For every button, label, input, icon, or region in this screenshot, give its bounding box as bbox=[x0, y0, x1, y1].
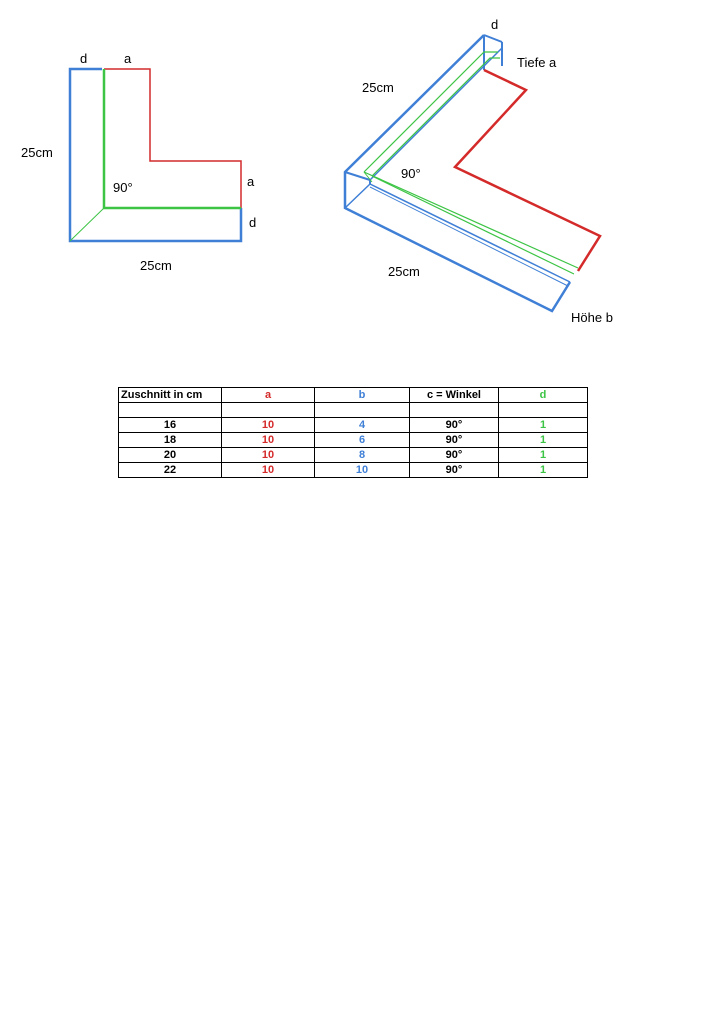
persp-label-depth: Tiefe a bbox=[517, 55, 557, 70]
table-cell: 16 bbox=[119, 418, 222, 433]
table-row bbox=[119, 448, 588, 463]
persp-green-lower-2 bbox=[372, 176, 574, 274]
flat-label-d-top: d bbox=[80, 51, 88, 66]
table-cell: 22 bbox=[119, 463, 222, 478]
table-cell bbox=[315, 403, 410, 418]
table-cell bbox=[499, 403, 588, 418]
flat-l-diagram bbox=[21, 51, 256, 273]
table-cell bbox=[222, 403, 315, 418]
header-a: a bbox=[222, 388, 315, 403]
flat-label-d-right: d bbox=[249, 215, 257, 230]
table-cell: 1 bbox=[499, 418, 588, 433]
header-b: b bbox=[315, 388, 410, 403]
flat-label-angle: 90° bbox=[113, 180, 133, 195]
table-cell: 18 bbox=[119, 433, 222, 448]
table-row bbox=[119, 433, 588, 448]
header-d: d bbox=[499, 388, 588, 403]
flat-label-left-length: 25cm bbox=[21, 145, 53, 160]
table-cell: 10 bbox=[222, 463, 315, 478]
persp-label-d-top: d bbox=[491, 17, 499, 32]
table-cell: 90° bbox=[410, 433, 499, 448]
table-cell: 1 bbox=[499, 463, 588, 478]
table-cell: 10 bbox=[222, 418, 315, 433]
flat-label-a-top: a bbox=[124, 51, 132, 66]
table-cell: 10 bbox=[222, 433, 315, 448]
table-cell: 1 bbox=[499, 433, 588, 448]
table-cell: 4 bbox=[315, 418, 410, 433]
table-row bbox=[119, 463, 588, 478]
table-cell: 90° bbox=[410, 418, 499, 433]
persp-blue-top-edge bbox=[484, 35, 502, 42]
table-cell bbox=[119, 403, 222, 418]
header-winkel: c = Winkel bbox=[410, 388, 499, 403]
persp-label-lower-length: 25cm bbox=[388, 264, 420, 279]
cut-table bbox=[118, 387, 588, 478]
persp-blue-bottom-inner bbox=[345, 184, 370, 208]
table-cell: 20 bbox=[119, 448, 222, 463]
persp-label-angle: 90° bbox=[401, 166, 421, 181]
persp-green-lower bbox=[364, 172, 578, 268]
table-cell: 1 bbox=[499, 448, 588, 463]
header-zuschnitt: Zuschnitt in cm bbox=[119, 388, 222, 403]
flat-blue-outline bbox=[70, 69, 241, 241]
table-cell: 90° bbox=[410, 448, 499, 463]
table-cell: 10 bbox=[315, 463, 410, 478]
table-header-row bbox=[119, 388, 588, 403]
persp-blue-inner-upper bbox=[370, 48, 502, 180]
persp-label-upper-length: 25cm bbox=[362, 80, 394, 95]
table-cell: 10 bbox=[222, 448, 315, 463]
table-cell: 90° bbox=[410, 463, 499, 478]
flat-label-bottom-length: 25cm bbox=[140, 258, 172, 273]
table-row bbox=[119, 403, 588, 418]
persp-label-height: Höhe b bbox=[571, 310, 613, 325]
flat-label-a-right: a bbox=[247, 174, 255, 189]
table-cell: 6 bbox=[315, 433, 410, 448]
perspective-diagram bbox=[345, 17, 613, 325]
table-row bbox=[119, 418, 588, 433]
flat-green-diagonal bbox=[70, 208, 104, 241]
table-cell bbox=[410, 403, 499, 418]
table-cell: 8 bbox=[315, 448, 410, 463]
